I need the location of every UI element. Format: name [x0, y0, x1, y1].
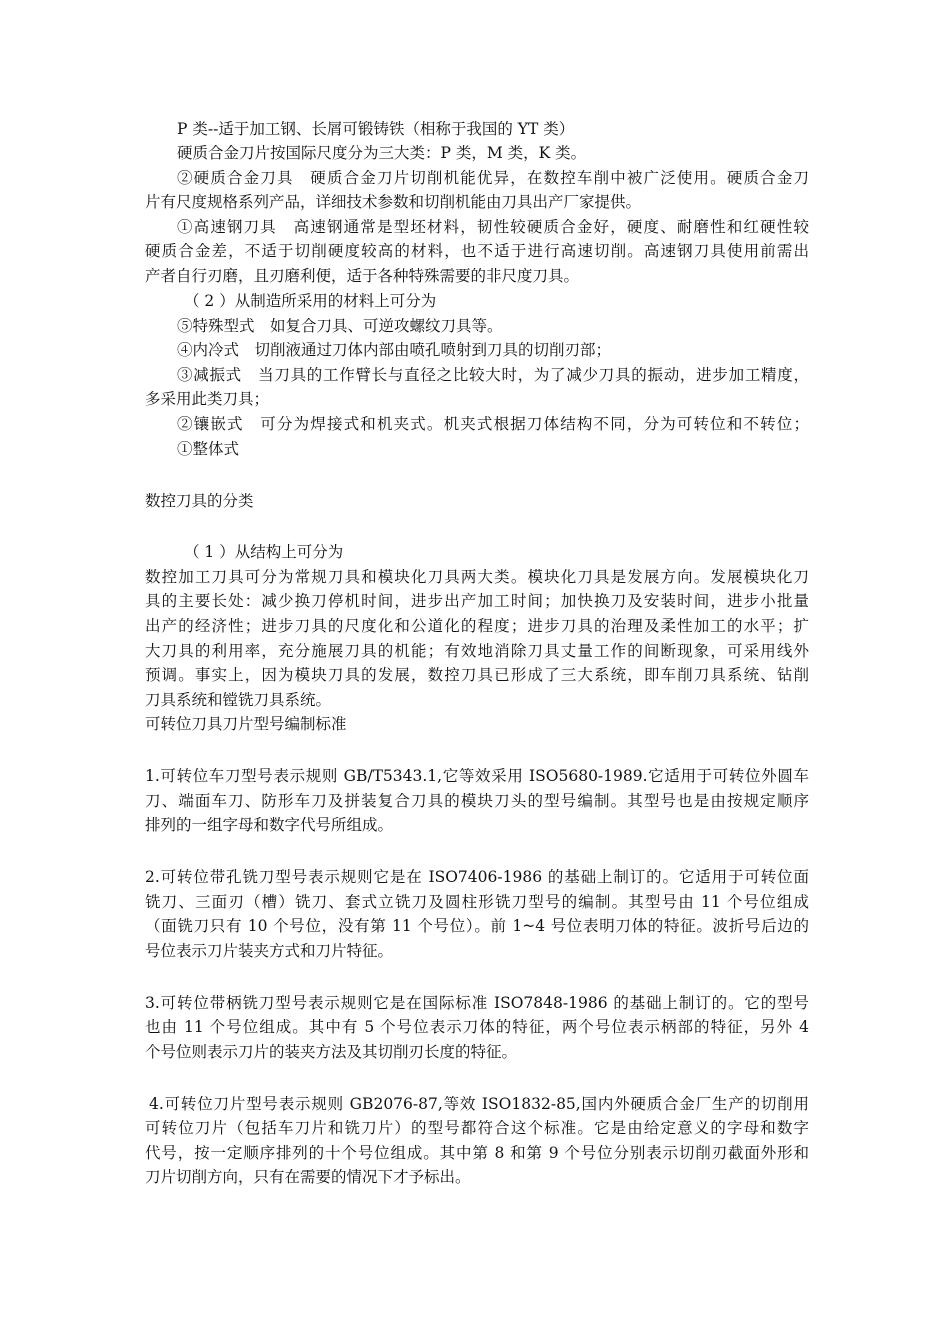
paragraph-carbide-classes: 硬质合金刀片按国际尺度分为三大类：P 类，M 类，K 类。	[177, 144, 587, 162]
paragraph-hss-tool-line1: ①高速钢刀具 高速钢通常是型坯材料，韧性较硬质合金好，硬度、耐磨性和红硬性较	[177, 218, 809, 236]
paragraph-rule3-line3: 个号位则表示刀片的装夹方法及其切削刃长度的特征。	[145, 1043, 518, 1061]
item-special-type: ⑤特殊型式 如复合刀具、可逆攻螺纹刀具等。	[177, 317, 503, 335]
paragraph-carbide-tool-line2: 片有尺度规格系列产品，详细技术参数和切削机能由刀具出产厂家提供。	[145, 193, 642, 211]
paragraph-hss-tool-line2: 硬质合金差，不适于切削硬度较高的材料，也不适于进行高速切削。高速钢刀具使用前需出	[145, 242, 809, 260]
paragraph-modular-line5: 预调。事实上，因为模块刀具的发展，数控刀具已形成了三大系统，即车削刀具系统、钻削	[145, 666, 809, 684]
paragraph-modular-line2: 具的主要长处：减少换刀停机时间，进步出产加工时间；加快换刀及安装时间，进步小批量	[145, 592, 809, 610]
paragraph-rule4-line4: 刀片切削方向，只有在需要的情况下才予标出。	[145, 1168, 471, 1186]
paragraph-modular-line6: 刀具系统和镗铣刀具系统。	[145, 691, 332, 709]
paragraph-rule1-line3: 排列的一组字母和数字代号所组成。	[145, 816, 394, 834]
paragraph-rule1-line2: 刀、端面车刀、防形车刀及拼装复合刀具的模块刀头的型号编制。其型号也是由按规定顺序	[145, 792, 809, 810]
item-internal-cooling: ④内冷式 切削液通过刀体内部由喷孔喷射到刀具的切削刃部；	[177, 341, 612, 359]
paragraph-rule4-line3: 代号，按一定顺序排列的十个号位组成。其中第 8 和第 9 个号位分别表示切削刃截面外形和	[145, 1144, 809, 1162]
paragraph-carbide-tool-line1: ②硬质合金刀具 硬质合金刀片切削机能优异，在数控车削中被广泛使用。硬质合金刀	[177, 169, 809, 187]
paragraph-modular-line4: 大刀具的利用率，充分施展刀具的机能；有效地消除刀具丈量工作的间断现象，可采用线外	[145, 642, 809, 660]
paragraph-rule3-line1: 3.可转位带柄铣刀型号表示规则它是在国际标准 ISO7848-1986 的基础上制订的。它的型号	[145, 994, 809, 1012]
paragraph-rule2-line2: 铣刀、三面刃（槽）铣刀、套式立铣刀及圆柱形铣刀型号的编制。其型号由 11 个号位组成	[145, 893, 809, 911]
paragraph-rule1-line1: 1.可转位车刀型号表示规则 GB/T5343.1,它等效采用 ISO5680-1989.它适用于可转位外圆车	[145, 767, 809, 785]
paragraph-hss-tool-line3: 产者自行刃磨，且刃磨利便，适于各种特殊需要的非尺度刀具。	[145, 267, 580, 285]
item-damping-line1: ③减振式 当刀具的工作臂长与直径之比较大时，为了减少刀具的振动，进步加工精度，	[177, 366, 809, 384]
heading-structure-classification: （ 1 ）从结构上可分为	[184, 543, 344, 561]
paragraph-rule4-line2: 可转位刀片（包括车刀片和铣刀片）的型号都符合这个标准。它是由给定意义的字母和数字	[145, 1119, 809, 1137]
paragraph-modular-line1: 数控加工刀具可分为常规刀具和模块化刀具两大类。模块化刀具是发展方向。发展模块化刀	[145, 568, 809, 586]
section-title-classification: 数控刀具的分类	[145, 492, 254, 510]
paragraph-p-class: P 类--适于加工钢、长屑可锻铸铁（相称于我国的 YT 类）	[177, 120, 575, 138]
section-title-insert-standard: 可转位刀具刀片型号编制标准	[145, 715, 347, 733]
paragraph-rule2-line4: 号位表示刀片装夹方式和刀片特征。	[145, 942, 394, 960]
item-integral: ①整体式	[177, 440, 240, 458]
paragraph-modular-line3: 出产的经济性；进步刀具的尺度化和公道化的程度；进步刀具的治理及柔性加工的水平；扩	[145, 617, 809, 635]
item-inserted: ②镶嵌式 可分为焊接式和机夹式。机夹式根据刀体结构不同，分为可转位和不转位；	[177, 415, 809, 433]
paragraph-rule4-line1: 4.可转位刀片型号表示规则 GB2076-87,等效 ISO1832-85,国内外硬质合金厂生产的切削用	[149, 1095, 809, 1113]
item-damping-line2: 多采用此类刀具；	[145, 390, 270, 408]
heading-material-classification: （ 2 ）从制造所采用的材料上可分为	[184, 292, 437, 310]
paragraph-rule3-line2: 也由 11 个号位组成。其中有 5 个号位表示刀体的特征，两个号位表示柄部的特征，另外 4	[145, 1018, 809, 1036]
paragraph-rule2-line3: （面铣刀只有 10 个号位，没有第 11 个号位）。前 1~4 号位表明刀体的特征。波折号后边的	[145, 917, 809, 935]
paragraph-rule2-line1: 2.可转位带孔铣刀型号表示规则它是在 ISO7406-1986 的基础上制订的。它适用于可转位面	[145, 868, 809, 886]
